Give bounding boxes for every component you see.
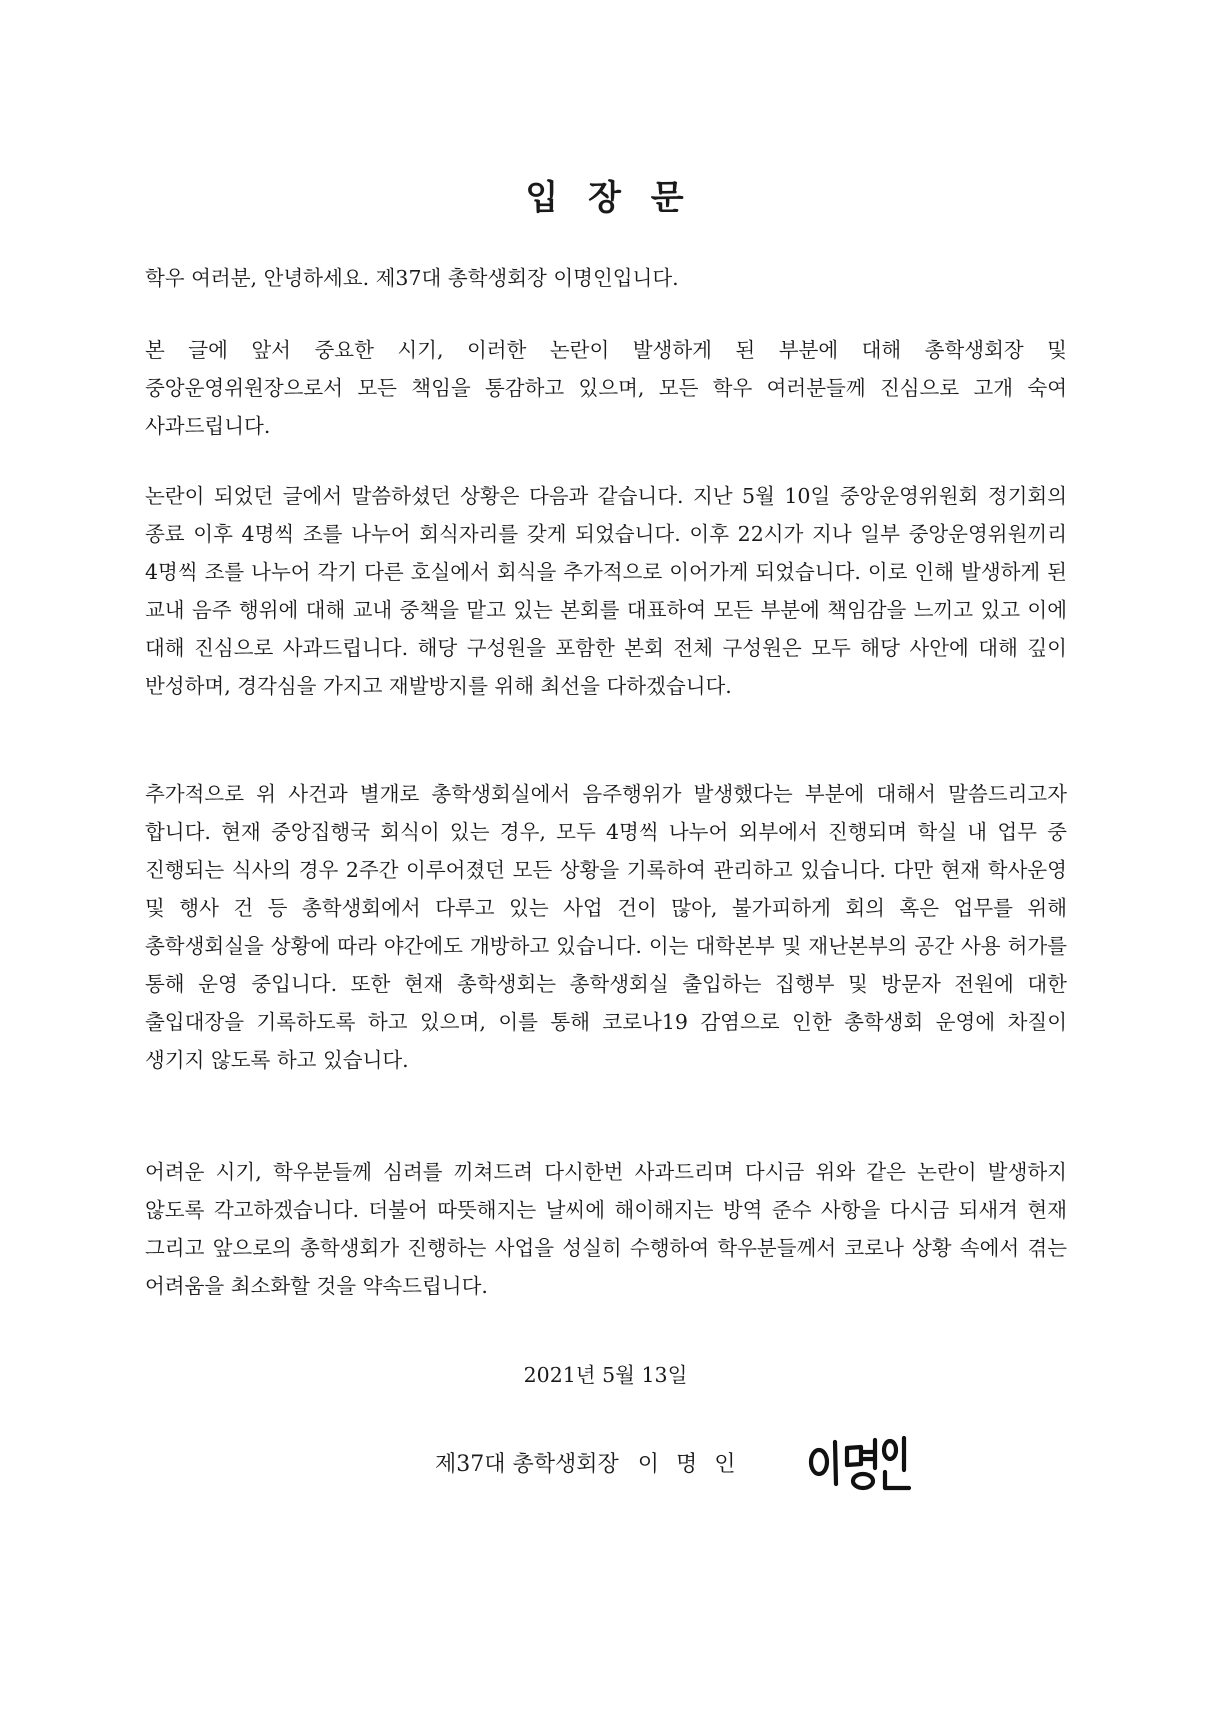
signer-name: 이 명 인 — [637, 1452, 738, 1477]
handwritten-signature — [805, 1428, 915, 1498]
additional-paragraph: 추가적으로 위 사건과 별개로 총학생회실에서 음주행위가 발생했다는 부분에 대해서 말씀드리고자 합니다. 현재 중앙집행국 회식이 있는 경우, 모두 4명씩 나누어 외부에서 진행되며 학실 내 업무 중 진행되는 식사의 경우 2주간 이루어졌던 모든 상황을 기록하여 관리하고 있습니다. 다만 현재 학사운영 및 행사 건 등 총학생회에서 다루고 있는 사업 건이 많아, 불가피하게 회의 혹은 업무를 위해 총학생회실을 상황에 따라 야간에도 개방하고 있습니다. 이는 대학본부 및 재난본부의 공간 사용 허가를 통해 운영 중입니다. 또한 현재 총학생회는 총학생회실 출입하는 집행부 및 방문자 전원에 대한 출입대장을 기록하도록 하고 있으며, 이를 통해 코로나19 감염으로 인한 총학생회 운영에 차질이 생기지 않도록 하고 있습니다. — [145, 782, 1067, 1072]
document-date: 2021년 5월 13일 — [523, 1363, 688, 1387]
apology-paragraph: 본 글에 앞서 중요한 시기, 이러한 논란이 발생하게 된 부분에 대해 총학생회장 및 중앙운영위원장으로서 모든 책임을 통감하고 있으며, 모든 학우 여러분들께 진심으로 고개 숙여 사과드립니다. — [145, 338, 1067, 438]
signature-drawing — [805, 1428, 915, 1498]
situation-paragraph: 논란이 되었던 글에서 말씀하셨던 상황은 다음과 같습니다. 지난 5월 10일 중앙운영위원회 정기회의 종료 이후 4명씩 조를 나누어 회식자리를 갖게 되었습니다. 이후 22시가 지나 일부 중앙운영위원끼리 4명씩 조를 나누어 각기 다른 호실에서 회식을 추가적으로 이어가게 되었습니다. 이로 인해 발생하게 된 교내 음주 행위에 대해 교내 중책을 맡고 있는 본회를 대표하여 모든 부분에 책임감을 느끼고 있고 이에 대해 진심으로 사과드립니다. 해당 구성원을 포함한 본회 전체 구성원은 모두 해당 사안에 대해 깊이 반성하며, 경각심을 가지고 재발방지를 위해 최선을 다하겠습니다. — [145, 484, 1067, 698]
document-title: 입 장 문 — [525, 178, 686, 218]
closing-paragraph: 어려운 시기, 학우분들께 심려를 끼쳐드려 다시한번 사과드리며 다시금 위와 같은 논란이 발생하지 않도록 각고하겠습니다. 더불어 따뜻해지는 날씨에 해이해지는 방역 준수 사항을 다시금 되새겨 현재 그리고 앞으로의 총학생회가 진행하는 사업을 성실히 수행하여 학우분들께서 코로나 상황 속에서 겪는 어려움을 최소화할 것을 약속드립니다. — [145, 1160, 1067, 1298]
greeting-paragraph: 학우 여러분, 안녕하세요. 제37대 총학생회장 이명인입니다. — [145, 266, 679, 290]
signer-role: 제37대 총학생회장 — [435, 1452, 619, 1477]
signature-line — [435, 1445, 738, 1485]
